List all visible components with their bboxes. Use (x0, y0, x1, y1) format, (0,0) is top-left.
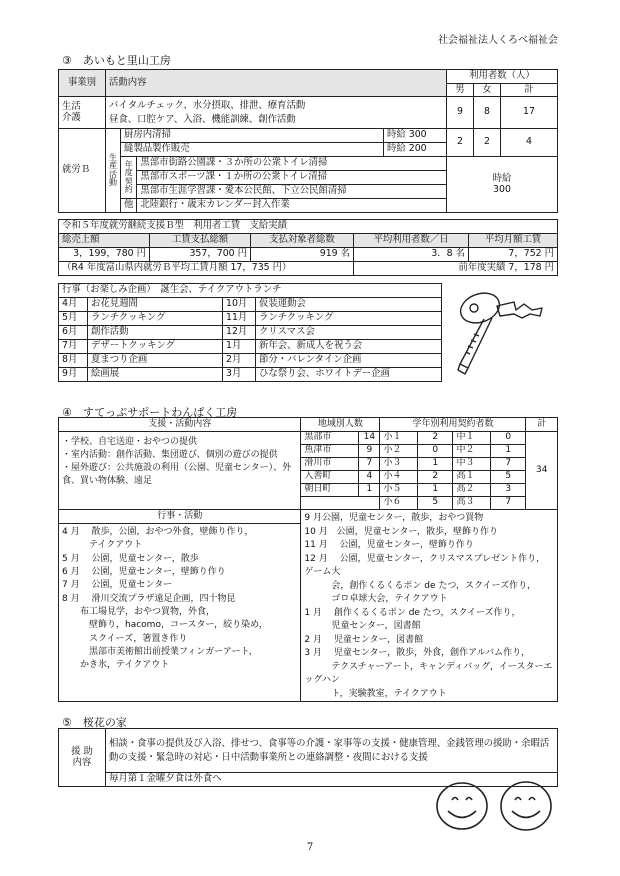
kaigo-female: 8 (474, 97, 501, 129)
b-male: 2 (447, 129, 474, 157)
perf-title: 令和５年度就労継続支援Ｂ型 利用者工賃 支給実績 (59, 220, 558, 234)
b-sub-label: 生産活動 (106, 129, 121, 213)
event-name: 仮装運動会 (256, 298, 442, 312)
page-number: 7 (306, 842, 314, 853)
event-name: 新年会、新成人を祝う会 (256, 340, 442, 354)
region-count: 9 (359, 445, 380, 458)
b-contract-label: 年度契約 (121, 157, 137, 199)
region-name: 朝日町 (301, 484, 359, 497)
event-name: 節分・バレンタイン企画 (256, 354, 442, 368)
grade-count: 7 (491, 458, 526, 471)
perf-h2: 工賃支払総額 (150, 234, 251, 248)
perf-note-right: 前年度実績 7，178 円 (354, 262, 558, 276)
b-other: 北陸銀行・歳末カレンダー封入作業 (137, 199, 447, 213)
b-job1-wage: 時給 300 (384, 129, 447, 143)
b-other-label: 他 (121, 199, 137, 213)
support-text: ・学校、自宅送迎・おやつの提供 ・室内活動：創作活動、集団遊び、個別の遊びの提供 ・屋外遊び：公共施設の利用（公園、児童センター）、外食、買い物体験、遠足 (59, 432, 301, 510)
grade-label: 小２ (380, 445, 418, 458)
event-name: 夏まつり企画 (88, 354, 223, 368)
b-job1: 厨房内清掃 (121, 129, 384, 143)
perf-h4: 平均利用者数／日 (354, 234, 469, 248)
b-total: 4 (501, 129, 558, 157)
grade-label: 中２ (453, 445, 491, 458)
perf-v3: 919 名 (251, 248, 354, 262)
region-count: 4 (359, 471, 380, 484)
grade-count: 2 (418, 471, 453, 484)
b-job2-wage: 時給 200 (384, 143, 447, 157)
region-name: 滑川市 (301, 458, 359, 471)
support-label: 援 助 内容 (59, 729, 106, 787)
grade-label: 中１ (453, 432, 491, 445)
b-contract3: 黒部市生涯学習課・愛本公民館、下立公民館清掃 (137, 185, 447, 199)
grade-label: 高１ (453, 471, 491, 484)
h-support: 支援・活動内容 (59, 418, 301, 432)
region-count: 14 (359, 432, 380, 445)
grade-label: 小３ (380, 458, 418, 471)
grade-label: 高２ (453, 484, 491, 497)
grade-count: 0 (418, 445, 453, 458)
grade-total: 34 (526, 432, 558, 510)
b-label: 就労Ｂ (59, 129, 106, 213)
kaigo-line1: バイタルチェック、水分摂取、排泄、療育活動 (109, 100, 306, 112)
events-label: 行事・活動 (59, 510, 301, 524)
h-female: 女 (474, 84, 501, 97)
region-count: 7 (359, 458, 380, 471)
support-note: 毎月第１金曜夕食は外食へ (106, 773, 558, 787)
event-month: 9月 (59, 368, 88, 382)
section-5-title: ⑤ 桜花の家 (62, 716, 127, 729)
event-name: 創作活動 (88, 326, 223, 340)
event-name: ランチクッキング (88, 312, 223, 326)
event-month: 12月 (223, 326, 256, 340)
kaigo-line2: 昼食、口腔ケア、入浴、機能訓練、創作活動 (109, 113, 296, 125)
events-left: 4 月 散歩，公園，おやつ外食，壁飾り作り， テイクアウト 5 月 公園，児童センター，散歩 6 月 公園，児童センター，壁飾り作り 7 月 公園，児童センター 8 月 滑川交流プラザ遠足企画，四十物昆 布工場見学，おやつ買物，外食， 壁飾り，hacomo，コースター，絞り染め， スクイーズ，箸置き作り 黒部市美術館出前授業フィンガーアート， かき氷，テイクアウト (59, 524, 301, 702)
perf-v1: 3，199，780 円 (59, 248, 150, 262)
smiley-faces-illustration (432, 780, 558, 834)
perf-v2: 357，700 円 (150, 248, 251, 262)
grade-label: 小４ (380, 471, 418, 484)
perf-note-left: （R4 年度富山県内就労Ｂ平均工賃月額 17，735 円） (59, 262, 354, 276)
grade-label: 小６ (380, 497, 418, 510)
section-4-title: ④ すてっぷサポートわんぱく工房 (62, 406, 238, 419)
event-month: 10月 (223, 298, 256, 312)
s4-main-table (58, 417, 558, 702)
h-total: 計 (526, 418, 558, 432)
region-name: 魚津市 (301, 445, 359, 458)
key-illustration (452, 286, 552, 376)
grade-count: 3 (491, 484, 526, 497)
grade-label: 中３ (453, 458, 491, 471)
perf-v5: 7，752 円 (469, 248, 558, 262)
perf-v4: 3．8 名 (354, 248, 469, 262)
grade-label: 小１ (380, 432, 418, 445)
h-region: 地域別人数 (301, 418, 380, 432)
b-contract-wage: 時給 300 (447, 157, 558, 213)
event-month: 8月 (59, 354, 88, 368)
region-count: 1 (359, 484, 380, 497)
grade-label: 高３ (453, 497, 491, 510)
h-kind: 事業別 (59, 70, 106, 97)
event-month: 3月 (223, 368, 256, 382)
b-job2: 縫製品製作販売 (121, 143, 384, 157)
perf-h5: 平均月額工賃 (469, 234, 558, 248)
event-name: お花見週間 (88, 298, 223, 312)
b-female: 2 (474, 129, 501, 157)
section-3-title: ③ あいもと里山工房 (62, 54, 171, 67)
grade-label: 小５ (380, 484, 418, 497)
grade-count: 5 (491, 471, 526, 484)
b-contract1: 黒部市街路公園課・３か所の公衆トイレ清掃 (137, 157, 447, 171)
event-month: 4月 (59, 298, 88, 312)
h-male: 男 (447, 84, 474, 97)
region-empty (301, 497, 380, 510)
h-total: 計 (501, 84, 558, 97)
grade-count: 1 (418, 458, 453, 471)
grade-count: 7 (491, 497, 526, 510)
event-name: ひな祭り会、ホワイトデー企画 (256, 368, 442, 382)
b-contract2: 黒部市スポーツ課・１か所の公衆トイレ清掃 (137, 171, 447, 185)
event-name: クリスマス会 (256, 326, 442, 340)
s3-performance-table (58, 219, 558, 276)
event-name: ランチクッキング (256, 312, 442, 326)
grade-count: 1 (491, 445, 526, 458)
kaigo-label: 生活 介護 (59, 97, 106, 129)
event-month: 1月 (223, 340, 256, 354)
grade-count: 2 (418, 432, 453, 445)
s3-events-table (58, 283, 442, 382)
event-month: 6月 (59, 326, 88, 340)
kaigo-male: 9 (447, 97, 474, 129)
h-content: 活動内容 (106, 70, 447, 97)
region-name: 黒部市 (301, 432, 359, 445)
region-name: 入善町 (301, 471, 359, 484)
event-month: 11月 (223, 312, 256, 326)
h-users: 利用者数（人） (447, 70, 558, 84)
grade-count: 5 (418, 497, 453, 510)
h-grade: 学年別利用契約者数 (380, 418, 526, 432)
event-month: 2月 (223, 354, 256, 368)
grade-count: 1 (418, 484, 453, 497)
kaigo-total: 17 (501, 97, 558, 129)
s5-table (58, 728, 558, 787)
org-header: 社会福祉法人くろべ福祉会 (438, 35, 558, 46)
support-description: 相談・食事の提供及び入浴、排せつ、食事等の介護・家事等の支援・健康管理、金銭管理の援助・余暇活動の支援・緊急時の対応・日中活動事業所との連絡調整・夜間における支援 (106, 729, 558, 773)
grade-count: 0 (491, 432, 526, 445)
s3-activity-table (58, 69, 558, 213)
perf-h1: 総売上額 (59, 234, 150, 248)
event-month: 7月 (59, 340, 88, 354)
event-name: 絵画展 (88, 368, 223, 382)
event-month: 5月 (59, 312, 88, 326)
perf-h3: 支払対象者総数 (251, 234, 354, 248)
events-right: 9 月公園，児童センター，散歩，おやつ買物 10 月 公園，児童センター，散歩，壁飾り作り 11 月 公園，児童センター，壁飾り作り 12 月 公園，児童センター，クリスマスプレゼント作り，ゲーム大 会，創作くるくるポン de たつ，スクイーズ作り， ゴロ卓球大会，テイクアウト 1 月 創作くるくるポン de たつ，スクイーズ作り， 児童センター，図書館 2 月 児童センター，図書館 3 月 児童センター，散歩，外食，創作アルバム作り， テクスチャーアート，キャンディバッグ，イースターエッグハン ト，実験教室，テイクアウト (301, 510, 558, 702)
events-title: 行事（お楽しみ企画） 誕生会、テイクアウトランチ (59, 284, 442, 298)
event-name: デザートクッキング (88, 340, 223, 354)
